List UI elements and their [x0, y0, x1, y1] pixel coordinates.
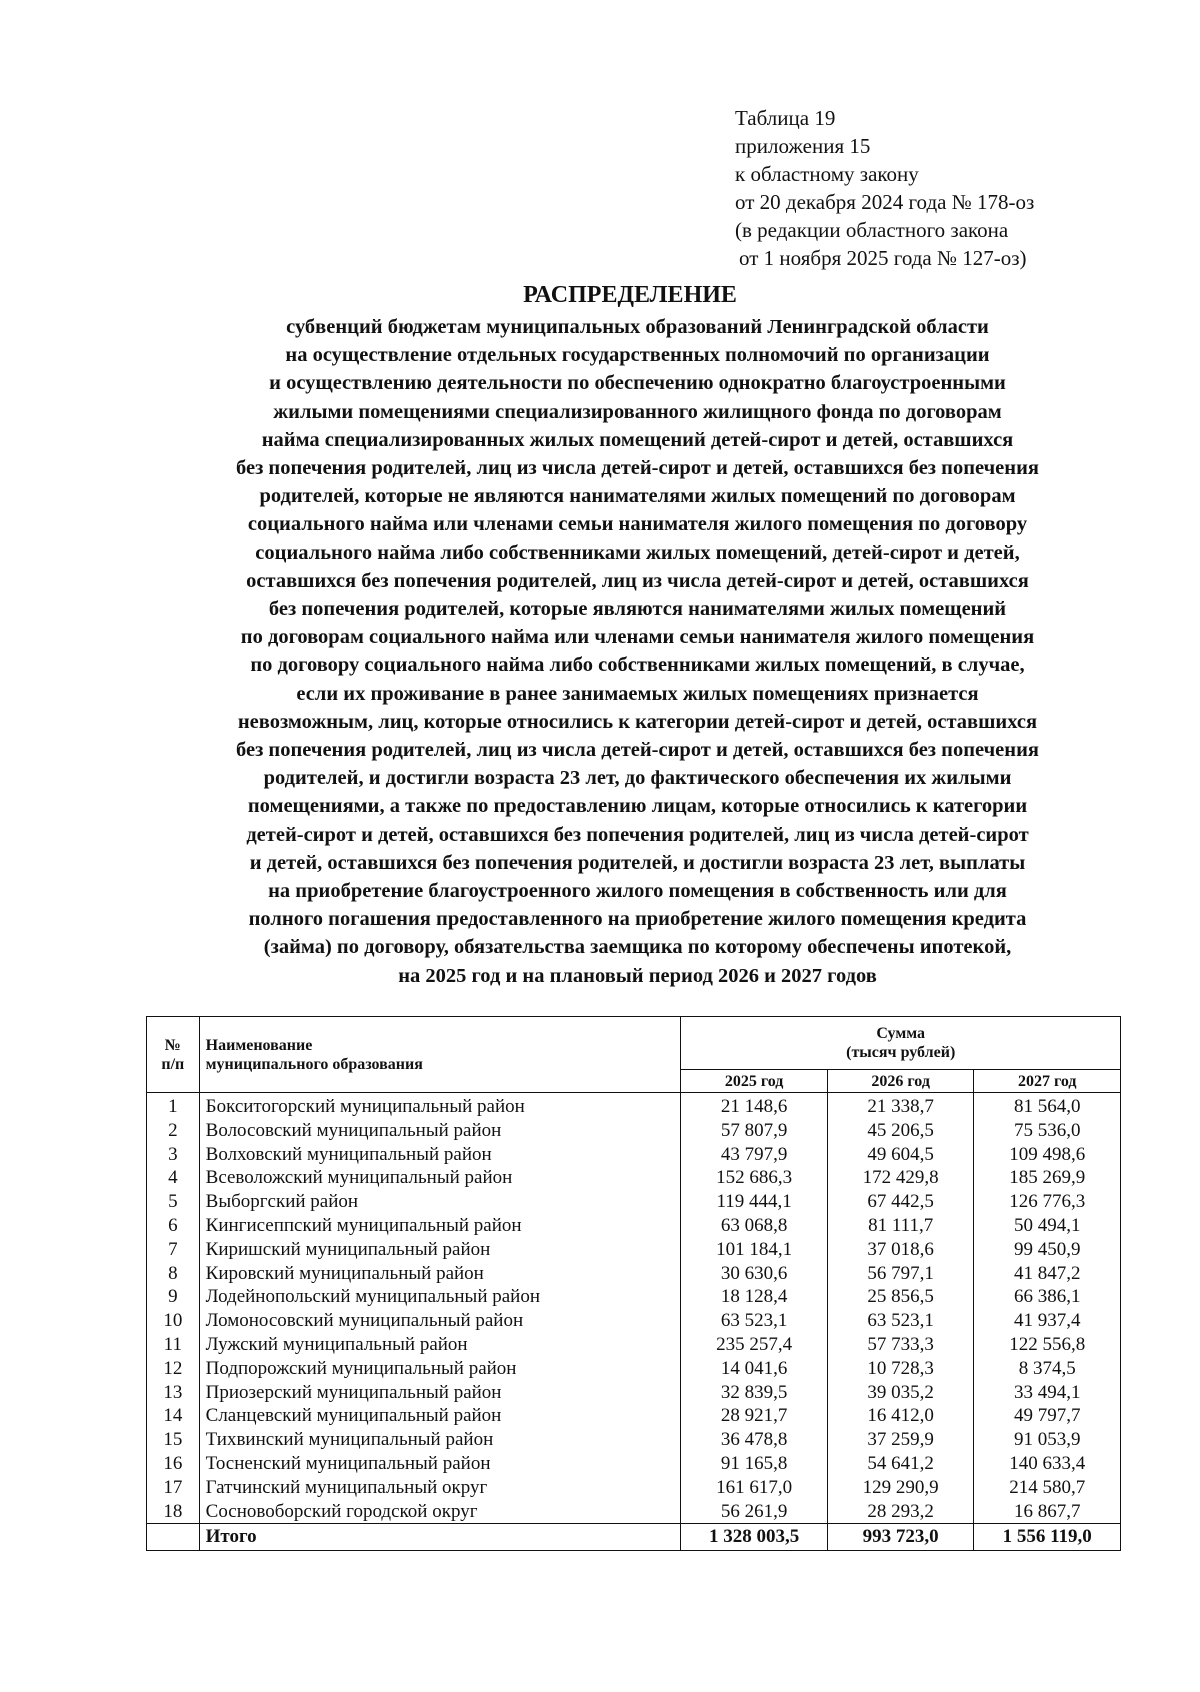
- total-number-cell: [147, 1524, 200, 1551]
- value-2027: 8 374,5: [974, 1357, 1121, 1381]
- value-2026: 49 604,5: [827, 1143, 974, 1167]
- description-line: и осуществлению деятельности по обеспечению однократно благоустроенными: [269, 372, 1006, 395]
- description-line: невозможным, лиц, которые относились к категории детей-сирот и детей, оставшихся: [237, 710, 1038, 733]
- col-header-year: 2025 год: [681, 1070, 828, 1093]
- col-header-name-line: муниципального образования: [205, 1055, 423, 1073]
- note-line: к областному закону: [735, 162, 919, 186]
- municipality-name: Бокситогорский муниципальный район: [199, 1093, 681, 1119]
- value-2025: 63 523,1: [681, 1309, 828, 1333]
- description-line: жилыми помещениями специализированного жилищного фонда по договорам: [273, 400, 1002, 423]
- description-line: и детей, оставшихся без попечения родителей, и достигли возраста 23 лет, выплаты: [249, 851, 1026, 874]
- row-number: 1: [147, 1093, 200, 1119]
- approval-note: [735, 104, 1034, 272]
- document-heading: РАСПРЕДЕЛЕНИЕ: [523, 282, 737, 308]
- total-2025: 1 328 003,5: [681, 1524, 828, 1551]
- table-row: [147, 1214, 1121, 1238]
- municipality-name: Гатчинский муниципальный округ: [199, 1476, 681, 1500]
- table-row: [147, 1262, 1121, 1286]
- row-number: 5: [147, 1190, 200, 1214]
- row-number: 14: [147, 1404, 200, 1428]
- municipality-name: Кировский муниципальный район: [199, 1262, 681, 1286]
- description-line: без попечения родителей, лиц из числа детей-сирот и детей, оставшихся без попечения: [235, 739, 1039, 762]
- description-line: оставшихся без попечения родителей, лиц из числа детей-сирот и детей, оставшихся: [246, 569, 1029, 592]
- table-row: [147, 1476, 1121, 1500]
- value-2025: 161 617,0: [681, 1476, 828, 1500]
- table-row: [147, 1333, 1121, 1357]
- table-row: [147, 1238, 1121, 1262]
- description-line: детей-сирот и детей, оставшихся без попечения родителей, лиц из числа детей-сирот: [246, 823, 1029, 846]
- row-number: 4: [147, 1166, 200, 1190]
- description-line: полного погашения предоставленного на приобретение жилого помещения кредита: [248, 908, 1027, 931]
- table-row: [147, 1285, 1121, 1309]
- table-row: [147, 1143, 1121, 1167]
- col-header-year: 2027 год: [974, 1070, 1121, 1093]
- value-2025: 30 630,6: [681, 1262, 828, 1286]
- municipality-name: Приозерский муниципальный район: [199, 1381, 681, 1405]
- value-2026: 63 523,1: [827, 1309, 974, 1333]
- row-number: 7: [147, 1238, 200, 1262]
- value-2026: 67 442,5: [827, 1190, 974, 1214]
- document-description: [140, 313, 1135, 990]
- value-2025: 56 261,9: [681, 1500, 828, 1524]
- value-2026: 56 797,1: [827, 1262, 974, 1286]
- row-number: 3: [147, 1143, 200, 1167]
- col-header-number-line: п/п: [161, 1055, 185, 1073]
- col-header-sum: [681, 1017, 1121, 1070]
- row-number: 8: [147, 1262, 200, 1286]
- value-2027: 109 498,6: [974, 1143, 1121, 1167]
- value-2025: 63 068,8: [681, 1214, 828, 1238]
- value-2026: 28 293,2: [827, 1500, 974, 1524]
- value-2026: 21 338,7: [827, 1093, 974, 1119]
- value-2026: 45 206,5: [827, 1119, 974, 1143]
- col-header-number-line: №: [164, 1036, 181, 1054]
- row-number: 17: [147, 1476, 200, 1500]
- description-line: помещениями, а также по предоставлению лицам, которые относились к категории: [247, 795, 1028, 818]
- table-row: [147, 1357, 1121, 1381]
- note-line: от 1 ноября 2025 года № 127-оз): [739, 246, 1027, 270]
- municipality-name: Волховский муниципальный район: [199, 1143, 681, 1167]
- description-line: социального найма либо собственниками жилых помещений, детей-сирот и детей,: [255, 541, 1020, 564]
- table-row: [147, 1500, 1121, 1524]
- row-number: 10: [147, 1309, 200, 1333]
- value-2027: 122 556,8: [974, 1333, 1121, 1357]
- municipality-name: Лужский муниципальный район: [199, 1333, 681, 1357]
- description-line: на приобретение благоустроенного жилого помещения в собственность или для: [268, 880, 1007, 903]
- row-number: 12: [147, 1357, 200, 1381]
- description-line: родителей, которые не являются нанимателями жилых помещений по договорам: [259, 485, 1016, 508]
- value-2026: 129 290,9: [827, 1476, 974, 1500]
- municipality-name: Подпорожский муниципальный район: [199, 1357, 681, 1381]
- value-2026: 10 728,3: [827, 1357, 974, 1381]
- description-line: по договорам социального найма или членами семьи нанимателя жилого помещения: [240, 626, 1035, 649]
- value-2025: 152 686,3: [681, 1166, 828, 1190]
- value-2026: 81 111,7: [827, 1214, 974, 1238]
- value-2027: 66 386,1: [974, 1285, 1121, 1309]
- total-2027: 1 556 119,0: [974, 1524, 1121, 1551]
- value-2027: 99 450,9: [974, 1238, 1121, 1262]
- row-number: 15: [147, 1428, 200, 1452]
- value-2027: 91 053,9: [974, 1428, 1121, 1452]
- municipality-name: Киришский муниципальный район: [199, 1238, 681, 1262]
- row-number: 6: [147, 1214, 200, 1238]
- value-2026: 172 429,8: [827, 1166, 974, 1190]
- municipality-name: Волосовский муниципальный район: [199, 1119, 681, 1143]
- value-2025: 18 128,4: [681, 1285, 828, 1309]
- value-2027: 41 937,4: [974, 1309, 1121, 1333]
- table-row: [147, 1093, 1121, 1119]
- col-header-sum-line: (тысяч рублей): [846, 1044, 956, 1061]
- value-2025: 119 444,1: [681, 1190, 828, 1214]
- row-number: 9: [147, 1285, 200, 1309]
- value-2025: 14 041,6: [681, 1357, 828, 1381]
- value-2025: 36 478,8: [681, 1428, 828, 1452]
- municipality-name: Тосненский муниципальный район: [199, 1452, 681, 1476]
- municipality-name: Всеволожский муниципальный район: [199, 1166, 681, 1190]
- row-number: 11: [147, 1333, 200, 1357]
- description-line: на осуществление отдельных государственных полномочий по организации: [285, 344, 990, 367]
- municipality-name: Ломоносовский муниципальный район: [199, 1309, 681, 1333]
- description-line: без попечения родителей, лиц из числа детей-сирот и детей, оставшихся без попечения: [235, 457, 1039, 480]
- note-line: Таблица 19: [735, 106, 836, 130]
- description-line: субвенций бюджетам муниципальных образований Ленинградской области: [286, 316, 989, 338]
- col-header-number: [147, 1017, 200, 1093]
- description-line: родителей, и достигли возраста 23 лет, до фактического обеспечения их жилыми: [263, 767, 1012, 790]
- value-2025: 101 184,1: [681, 1238, 828, 1262]
- value-2027: 41 847,2: [974, 1262, 1121, 1286]
- value-2025: 32 839,5: [681, 1381, 828, 1405]
- value-2027: 140 633,4: [974, 1452, 1121, 1476]
- value-2027: 214 580,7: [974, 1476, 1121, 1500]
- table-row: [147, 1190, 1121, 1214]
- value-2025: 235 257,4: [681, 1333, 828, 1357]
- municipality-name: Сосновоборский городской округ: [199, 1500, 681, 1524]
- value-2026: 39 035,2: [827, 1381, 974, 1405]
- row-number: 13: [147, 1381, 200, 1405]
- value-2026: 16 412,0: [827, 1404, 974, 1428]
- value-2027: 50 494,1: [974, 1214, 1121, 1238]
- table-row: [147, 1309, 1121, 1333]
- note-line: от 20 декабря 2024 года № 178-оз: [735, 190, 1035, 214]
- value-2026: 37 018,6: [827, 1238, 974, 1262]
- note-line: (в редакции областного закона: [735, 218, 1009, 242]
- table-row: [147, 1381, 1121, 1405]
- description-line: если их проживание в ранее занимаемых жилых помещениях признается: [296, 682, 979, 705]
- distribution-table: [146, 1016, 1121, 1551]
- value-2025: 21 148,6: [681, 1093, 828, 1119]
- value-2027: 126 776,3: [974, 1190, 1121, 1214]
- municipality-name: Сланцевский муниципальный район: [199, 1404, 681, 1428]
- value-2027: 49 797,7: [974, 1404, 1121, 1428]
- col-header-name: [199, 1017, 681, 1093]
- table-row: [147, 1404, 1121, 1428]
- value-2027: 33 494,1: [974, 1381, 1121, 1405]
- table-row: [147, 1428, 1121, 1452]
- value-2026: 37 259,9: [827, 1428, 974, 1452]
- municipality-name: Тихвинский муниципальный район: [199, 1428, 681, 1452]
- value-2027: 75 536,0: [974, 1119, 1121, 1143]
- value-2025: 43 797,9: [681, 1143, 828, 1167]
- col-header-sum-line: Сумма: [876, 1025, 926, 1042]
- note-line: приложения 15: [735, 134, 871, 158]
- value-2026: 25 856,5: [827, 1285, 974, 1309]
- value-2026: 54 641,2: [827, 1452, 974, 1476]
- value-2027: 81 564,0: [974, 1093, 1121, 1119]
- table-row: [147, 1166, 1121, 1190]
- total-label: Итого: [199, 1524, 681, 1551]
- value-2025: 28 921,7: [681, 1404, 828, 1428]
- description-line: социального найма или членами семьи нанимателя жилого помещения по договору: [247, 513, 1028, 536]
- row-number: 18: [147, 1500, 200, 1524]
- municipality-name: Кингисеппский муниципальный район: [199, 1214, 681, 1238]
- value-2027: 16 867,7: [974, 1500, 1121, 1524]
- value-2026: 57 733,3: [827, 1333, 974, 1357]
- value-2027: 185 269,9: [974, 1166, 1121, 1190]
- description-line: без попечения родителей, которые являются нанимателями жилых помещений: [268, 598, 1007, 621]
- total-2026: 993 723,0: [827, 1524, 974, 1551]
- value-2025: 57 807,9: [681, 1119, 828, 1143]
- col-header-name-line: Наименование: [205, 1036, 313, 1054]
- description-line: (займа) по договору, обязательства заемщика по которому обеспечены ипотекой,: [263, 936, 1012, 959]
- value-2025: 91 165,8: [681, 1452, 828, 1476]
- description-line: по договору социального найма либо собственниками жилых помещений, в случае,: [250, 654, 1025, 677]
- description-line: найма специализированных жилых помещений детей-сирот и детей, оставшихся: [261, 428, 1014, 451]
- table-row: [147, 1452, 1121, 1476]
- municipality-name: Лодейнопольский муниципальный район: [199, 1285, 681, 1309]
- municipality-name: Выборгский район: [199, 1190, 681, 1214]
- description-line: на 2025 год и на плановый период 2026 и 2027 годов: [398, 964, 877, 987]
- total-row: [147, 1524, 1121, 1551]
- col-header-year: 2026 год: [827, 1070, 974, 1093]
- row-number: 2: [147, 1119, 200, 1143]
- row-number: 16: [147, 1452, 200, 1476]
- table-row: [147, 1119, 1121, 1143]
